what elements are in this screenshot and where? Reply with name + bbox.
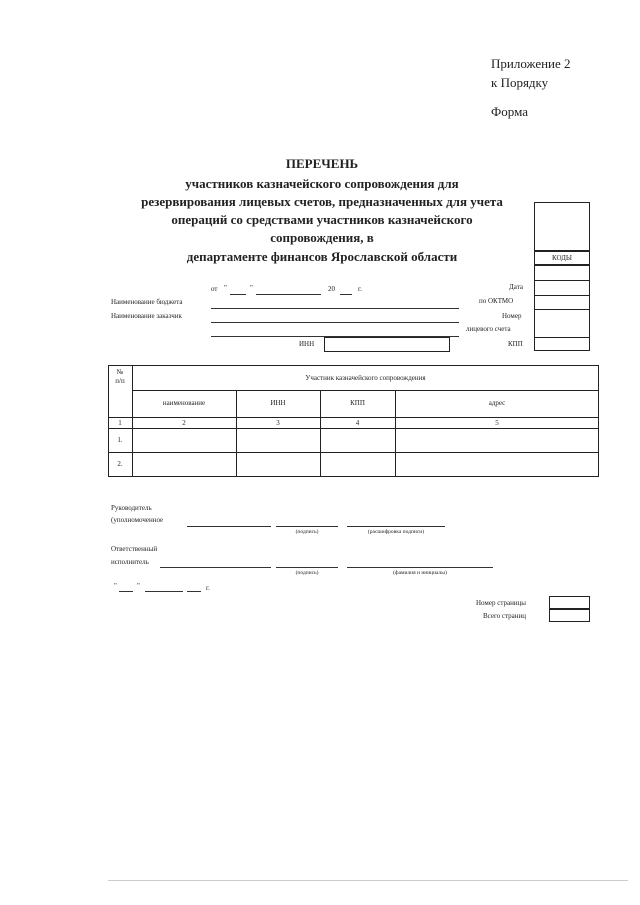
date-day-field[interactable] (230, 294, 246, 295)
document-title: ПЕРЕЧЕНЬ (285, 156, 359, 171)
title-line-5: сопровождения, в (270, 230, 374, 245)
date-quote-close: " (250, 284, 253, 292)
date-quote-open: " (224, 284, 227, 292)
order-label: к Порядку (491, 75, 549, 90)
responsible-position-field[interactable] (160, 567, 271, 568)
date-year-prefix: 20 (328, 285, 335, 293)
sign-date-year-suffix: г. (206, 584, 210, 592)
sign-date-year-field[interactable] (187, 591, 201, 592)
table-hline (108, 417, 599, 418)
table-group-header: Участник казначейского сопровождения (305, 374, 426, 382)
total-pages-field[interactable] (549, 609, 590, 622)
index-cell: 5 (495, 419, 499, 427)
title-line-2: участников казначейского сопровождения для (185, 176, 459, 191)
head-label: Руководитель (111, 504, 152, 512)
page-number-field[interactable] (549, 596, 590, 609)
codes-header: КОДЫ (551, 254, 573, 262)
head-decoding-caption: (расшифровка подписи) (367, 529, 425, 535)
sign-date-quote-close: " (137, 582, 140, 590)
col-header-name: наименование (162, 399, 206, 407)
col-header-address: адрес (488, 399, 506, 407)
index-cell: 1 (118, 419, 122, 427)
responsible-signature-caption: (подпись) (295, 570, 319, 576)
head-decoding-field[interactable] (347, 526, 445, 527)
customer-name-field[interactable] (211, 322, 459, 323)
table-num-header-2: п/п (115, 377, 125, 385)
budget-name-field[interactable] (211, 308, 459, 309)
appendix-label: Приложение 2 (491, 56, 571, 71)
codes-divider (534, 309, 590, 310)
table-num-header: № (116, 368, 124, 376)
scan-bottom-edge (108, 880, 628, 881)
responsible-name-caption: (фамилия и инициалы) (393, 570, 447, 576)
responsible-label-2: исполнитель (111, 558, 149, 566)
table-hline (108, 428, 599, 429)
table-row-2-num: 2. (117, 460, 123, 468)
title-line-3: резервирования лицевых счетов, предназначенных для учета (141, 194, 503, 209)
head-signature-field[interactable] (276, 526, 338, 527)
oktmo-code-label: по ОКТМО (479, 297, 514, 305)
date-year-field[interactable] (340, 294, 352, 295)
date-month-field[interactable] (256, 294, 321, 295)
codes-blank-cell (534, 202, 590, 251)
inn-input[interactable] (324, 337, 450, 352)
head-signature-caption: (подпись) (295, 529, 319, 535)
customer-name-label: Наименование заказчик (111, 312, 182, 320)
codes-divider (534, 295, 590, 296)
head-position-field[interactable] (187, 526, 271, 527)
responsible-label: Ответственный (111, 545, 158, 553)
sign-date-quote-open: " (114, 582, 117, 590)
responsible-name-field[interactable] (347, 567, 493, 568)
total-pages-label: Всего страниц (483, 612, 527, 620)
codes-divider (534, 337, 590, 338)
index-cell: 2 (182, 419, 186, 427)
head-label-2: (уполномоченное (111, 516, 164, 524)
account-number-label: Номер (502, 312, 522, 320)
date-year-suffix: г. (358, 285, 362, 293)
date-from-label: от (211, 285, 218, 293)
codes-values-box (534, 265, 590, 351)
table-hline (108, 452, 599, 453)
sign-date-day-field[interactable] (119, 591, 133, 592)
inn-label: ИНН (299, 340, 315, 348)
table-row-1-num: 1. (117, 436, 123, 444)
index-cell: 4 (355, 419, 360, 427)
col-header-inn: ИНН (270, 399, 286, 407)
col-header-kpp: КПП (350, 399, 365, 407)
codes-divider (534, 280, 590, 281)
responsible-signature-field[interactable] (276, 567, 338, 568)
date-code-label: Дата (509, 283, 523, 291)
codes-header-cell (534, 251, 590, 265)
account-label: лицевого счета (466, 325, 511, 333)
kpp-code-label: КПП (508, 340, 523, 348)
page-number-label: Номер страницы (476, 599, 527, 607)
sign-date-month-field[interactable] (145, 591, 183, 592)
title-line-6: департаменте финансов Ярославской области (186, 249, 458, 264)
table-hline (132, 390, 599, 391)
title-line-4: операций со средствами участников казначейского (171, 212, 473, 227)
index-cell: 3 (276, 419, 280, 427)
budget-name-label: Наименование бюджета (111, 298, 183, 306)
form-label: Форма (491, 104, 528, 119)
